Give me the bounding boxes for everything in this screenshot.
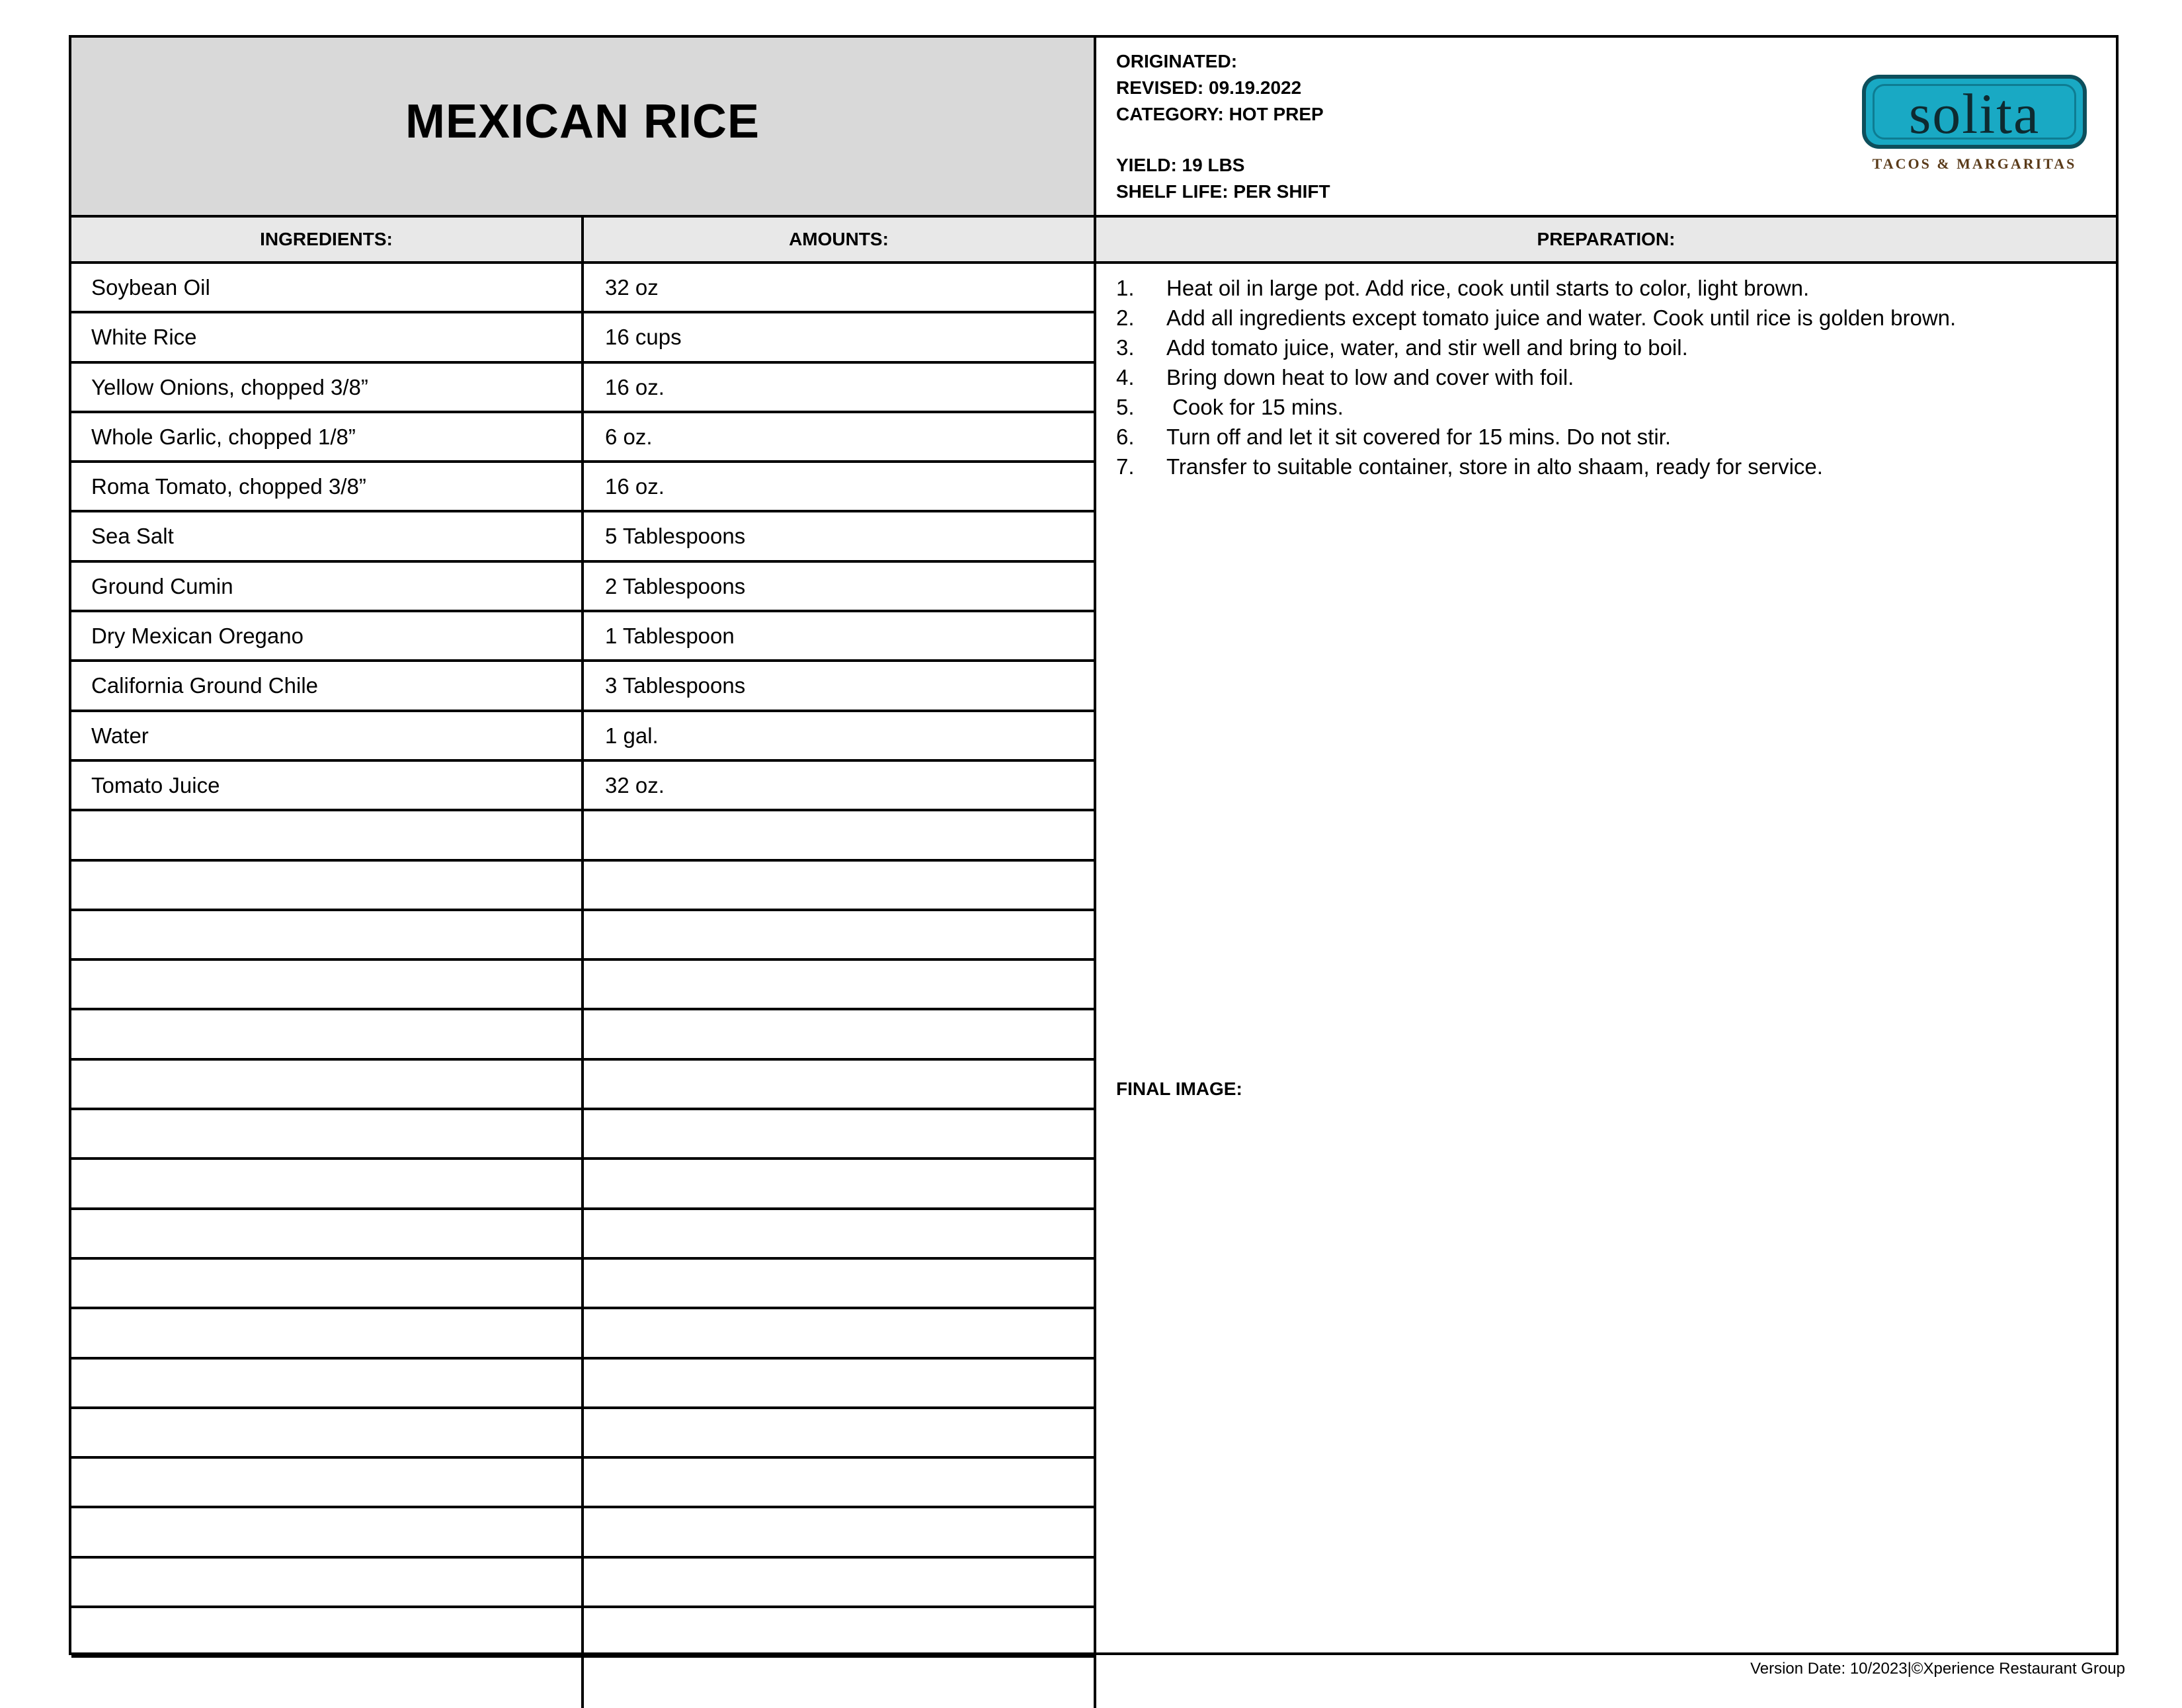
table-row <box>71 662 1096 712</box>
ingredient-name <box>71 1160 584 1207</box>
step-text: Cook for 15 mins. <box>1166 395 1344 419</box>
revised-date: REVISED: 09.19.2022 <box>1116 77 1302 98</box>
amounts-header: AMOUNTS: <box>584 218 1096 264</box>
ingredient-amount <box>584 1210 1096 1257</box>
final-image-label: FINAL IMAGE: <box>1116 1078 1242 1099</box>
step-number: 1. <box>1116 276 1135 300</box>
ingredient-name <box>71 1010 584 1057</box>
recipe-sheet <box>69 35 2119 1655</box>
ingredient-amount <box>584 1160 1096 1207</box>
ingredient-name <box>71 1459 584 1506</box>
logo-badge <box>1862 75 2087 149</box>
preparation-step <box>1116 392 1956 422</box>
table-row <box>71 1260 1096 1309</box>
ingredient-amount: 16 oz. <box>584 364 1096 411</box>
ingredients-table <box>71 264 1096 1708</box>
ingredient-amount <box>584 1559 1096 1606</box>
preparation-step <box>1116 422 1956 452</box>
step-number: 2. <box>1116 305 1135 330</box>
ingredient-name <box>71 1508 584 1555</box>
ingredient-name: Tomato Juice <box>71 762 584 809</box>
table-row <box>71 463 1096 512</box>
step-number: 3. <box>1116 335 1135 360</box>
ingredient-name: Whole Garlic, chopped 1/8” <box>71 413 584 460</box>
table-row <box>71 1210 1096 1260</box>
step-number: 5. <box>1116 395 1135 419</box>
category: CATEGORY: HOT PREP <box>1116 104 1324 124</box>
preparation-step <box>1116 452 1956 481</box>
table-row <box>71 811 1096 861</box>
table-row <box>71 1608 1096 1658</box>
preparation-header: PREPARATION: <box>1096 218 2116 264</box>
table-row <box>71 413 1096 463</box>
table-row <box>71 313 1096 363</box>
table-row <box>71 1010 1096 1060</box>
ingredient-name <box>71 1110 584 1157</box>
ingredient-amount <box>584 1010 1096 1057</box>
ingredient-amount: 16 cups <box>584 313 1096 360</box>
preparation-panel <box>1096 264 2116 1652</box>
preparation-step <box>1116 303 1956 333</box>
ingredient-amount <box>584 1061 1096 1108</box>
preparation-steps <box>1116 273 1956 481</box>
ingredient-name: Sea Salt <box>71 512 584 559</box>
ingredient-amount: 5 Tablespoons <box>584 512 1096 559</box>
ingredient-amount: 16 oz. <box>584 463 1096 510</box>
ingredient-amount: 1 gal. <box>584 712 1096 759</box>
ingredient-amount <box>584 1658 1096 1707</box>
step-text: Bring down heat to low and cover with foil. <box>1166 365 1574 389</box>
table-row <box>71 1160 1096 1209</box>
preparation-step <box>1116 273 1956 303</box>
version-footer: Version Date: 10/2023|©Xperience Restaurant Group <box>1750 1660 2125 1678</box>
ingredient-name <box>71 862 584 909</box>
step-text: Transfer to suitable container, store in alto shaam, ready for service. <box>1166 454 1823 479</box>
ingredient-name <box>71 1360 584 1406</box>
ingredient-name: Soybean Oil <box>71 264 584 311</box>
ingredient-name <box>71 1658 584 1707</box>
table-row <box>71 1559 1096 1608</box>
title-panel <box>71 38 1096 218</box>
ingredient-amount: 2 Tablespoons <box>584 563 1096 610</box>
ingredient-name: Roma Tomato, chopped 3/8” <box>71 463 584 510</box>
preparation-step <box>1116 362 1956 392</box>
table-row <box>71 1508 1096 1558</box>
meta-panel <box>1096 38 2116 218</box>
ingredient-amount <box>584 862 1096 909</box>
ingredient-name: White Rice <box>71 313 584 360</box>
ingredient-name: Ground Cumin <box>71 563 584 610</box>
table-row <box>71 762 1096 811</box>
ingredient-amount: 3 Tablespoons <box>584 662 1096 709</box>
ingredient-name <box>71 1559 584 1606</box>
shelf-life: SHELF LIFE: PER SHIFT <box>1116 181 1330 202</box>
preparation-step <box>1116 333 1956 362</box>
table-row <box>71 1658 1096 1707</box>
table-row <box>71 862 1096 911</box>
table-row <box>71 712 1096 762</box>
table-row <box>71 1309 1096 1359</box>
ingredient-name <box>71 911 584 958</box>
recipe-title: MEXICAN RICE <box>405 95 760 148</box>
table-row <box>71 512 1096 562</box>
ingredient-amount: 32 oz <box>584 264 1096 311</box>
ingredient-amount: 1 Tablespoon <box>584 612 1096 659</box>
ingredient-amount <box>584 1110 1096 1157</box>
table-row <box>71 911 1096 961</box>
ingredient-name <box>71 1210 584 1257</box>
step-number: 4. <box>1116 365 1135 389</box>
table-row <box>71 563 1096 612</box>
ingredient-amount <box>584 1309 1096 1356</box>
ingredient-amount <box>584 1508 1096 1555</box>
ingredient-amount <box>584 911 1096 958</box>
table-row <box>71 1061 1096 1110</box>
ingredient-name <box>71 1309 584 1356</box>
ingredient-amount <box>584 1360 1096 1406</box>
ingredient-amount <box>584 1409 1096 1456</box>
logo-wordmark: solita <box>1908 82 2041 145</box>
step-text: Heat oil in large pot. Add rice, cook until starts to color, light brown. <box>1166 276 1810 300</box>
ingredient-amount <box>584 1459 1096 1506</box>
table-row <box>71 1459 1096 1508</box>
table-row <box>71 612 1096 662</box>
ingredients-header: INGREDIENTS: <box>71 218 584 264</box>
table-row <box>71 1360 1096 1409</box>
table-row <box>71 1409 1096 1459</box>
logo-tagline: TACOS & MARGARITAS <box>1872 155 2077 172</box>
ingredient-name <box>71 811 584 858</box>
ingredient-name <box>71 961 584 1008</box>
step-text: Turn off and let it sit covered for 15 mins. Do not stir. <box>1166 425 1672 449</box>
step-number: 6. <box>1116 425 1135 449</box>
yield: YIELD: 19 LBS <box>1116 155 1245 175</box>
ingredient-name <box>71 1409 584 1456</box>
ingredient-name <box>71 1061 584 1108</box>
table-row <box>71 1110 1096 1160</box>
ingredient-name <box>71 1608 584 1655</box>
step-number: 7. <box>1116 454 1135 479</box>
ingredient-name: Water <box>71 712 584 759</box>
ingredient-name: California Ground Chile <box>71 662 584 709</box>
ingredient-amount: 6 oz. <box>584 413 1096 460</box>
ingredient-amount <box>584 811 1096 858</box>
table-row <box>71 961 1096 1010</box>
ingredient-name: Dry Mexican Oregano <box>71 612 584 659</box>
ingredient-name: Yellow Onions, chopped 3/8” <box>71 364 584 411</box>
table-row <box>71 264 1096 313</box>
originated-label: ORIGINATED: <box>1116 51 1238 71</box>
ingredient-amount: 32 oz. <box>584 762 1096 809</box>
ingredient-amount <box>584 1260 1096 1307</box>
ingredient-amount <box>584 961 1096 1008</box>
ingredient-amount <box>584 1608 1096 1655</box>
table-row <box>71 364 1096 413</box>
step-text: Add tomato juice, water, and stir well and bring to boil. <box>1166 335 1688 360</box>
step-text: Add all ingredients except tomato juice and water. Cook until rice is golden brown. <box>1166 305 1957 330</box>
recipe-meta <box>1116 48 1330 205</box>
solita-logo <box>1858 69 2091 188</box>
ingredient-name <box>71 1260 584 1307</box>
